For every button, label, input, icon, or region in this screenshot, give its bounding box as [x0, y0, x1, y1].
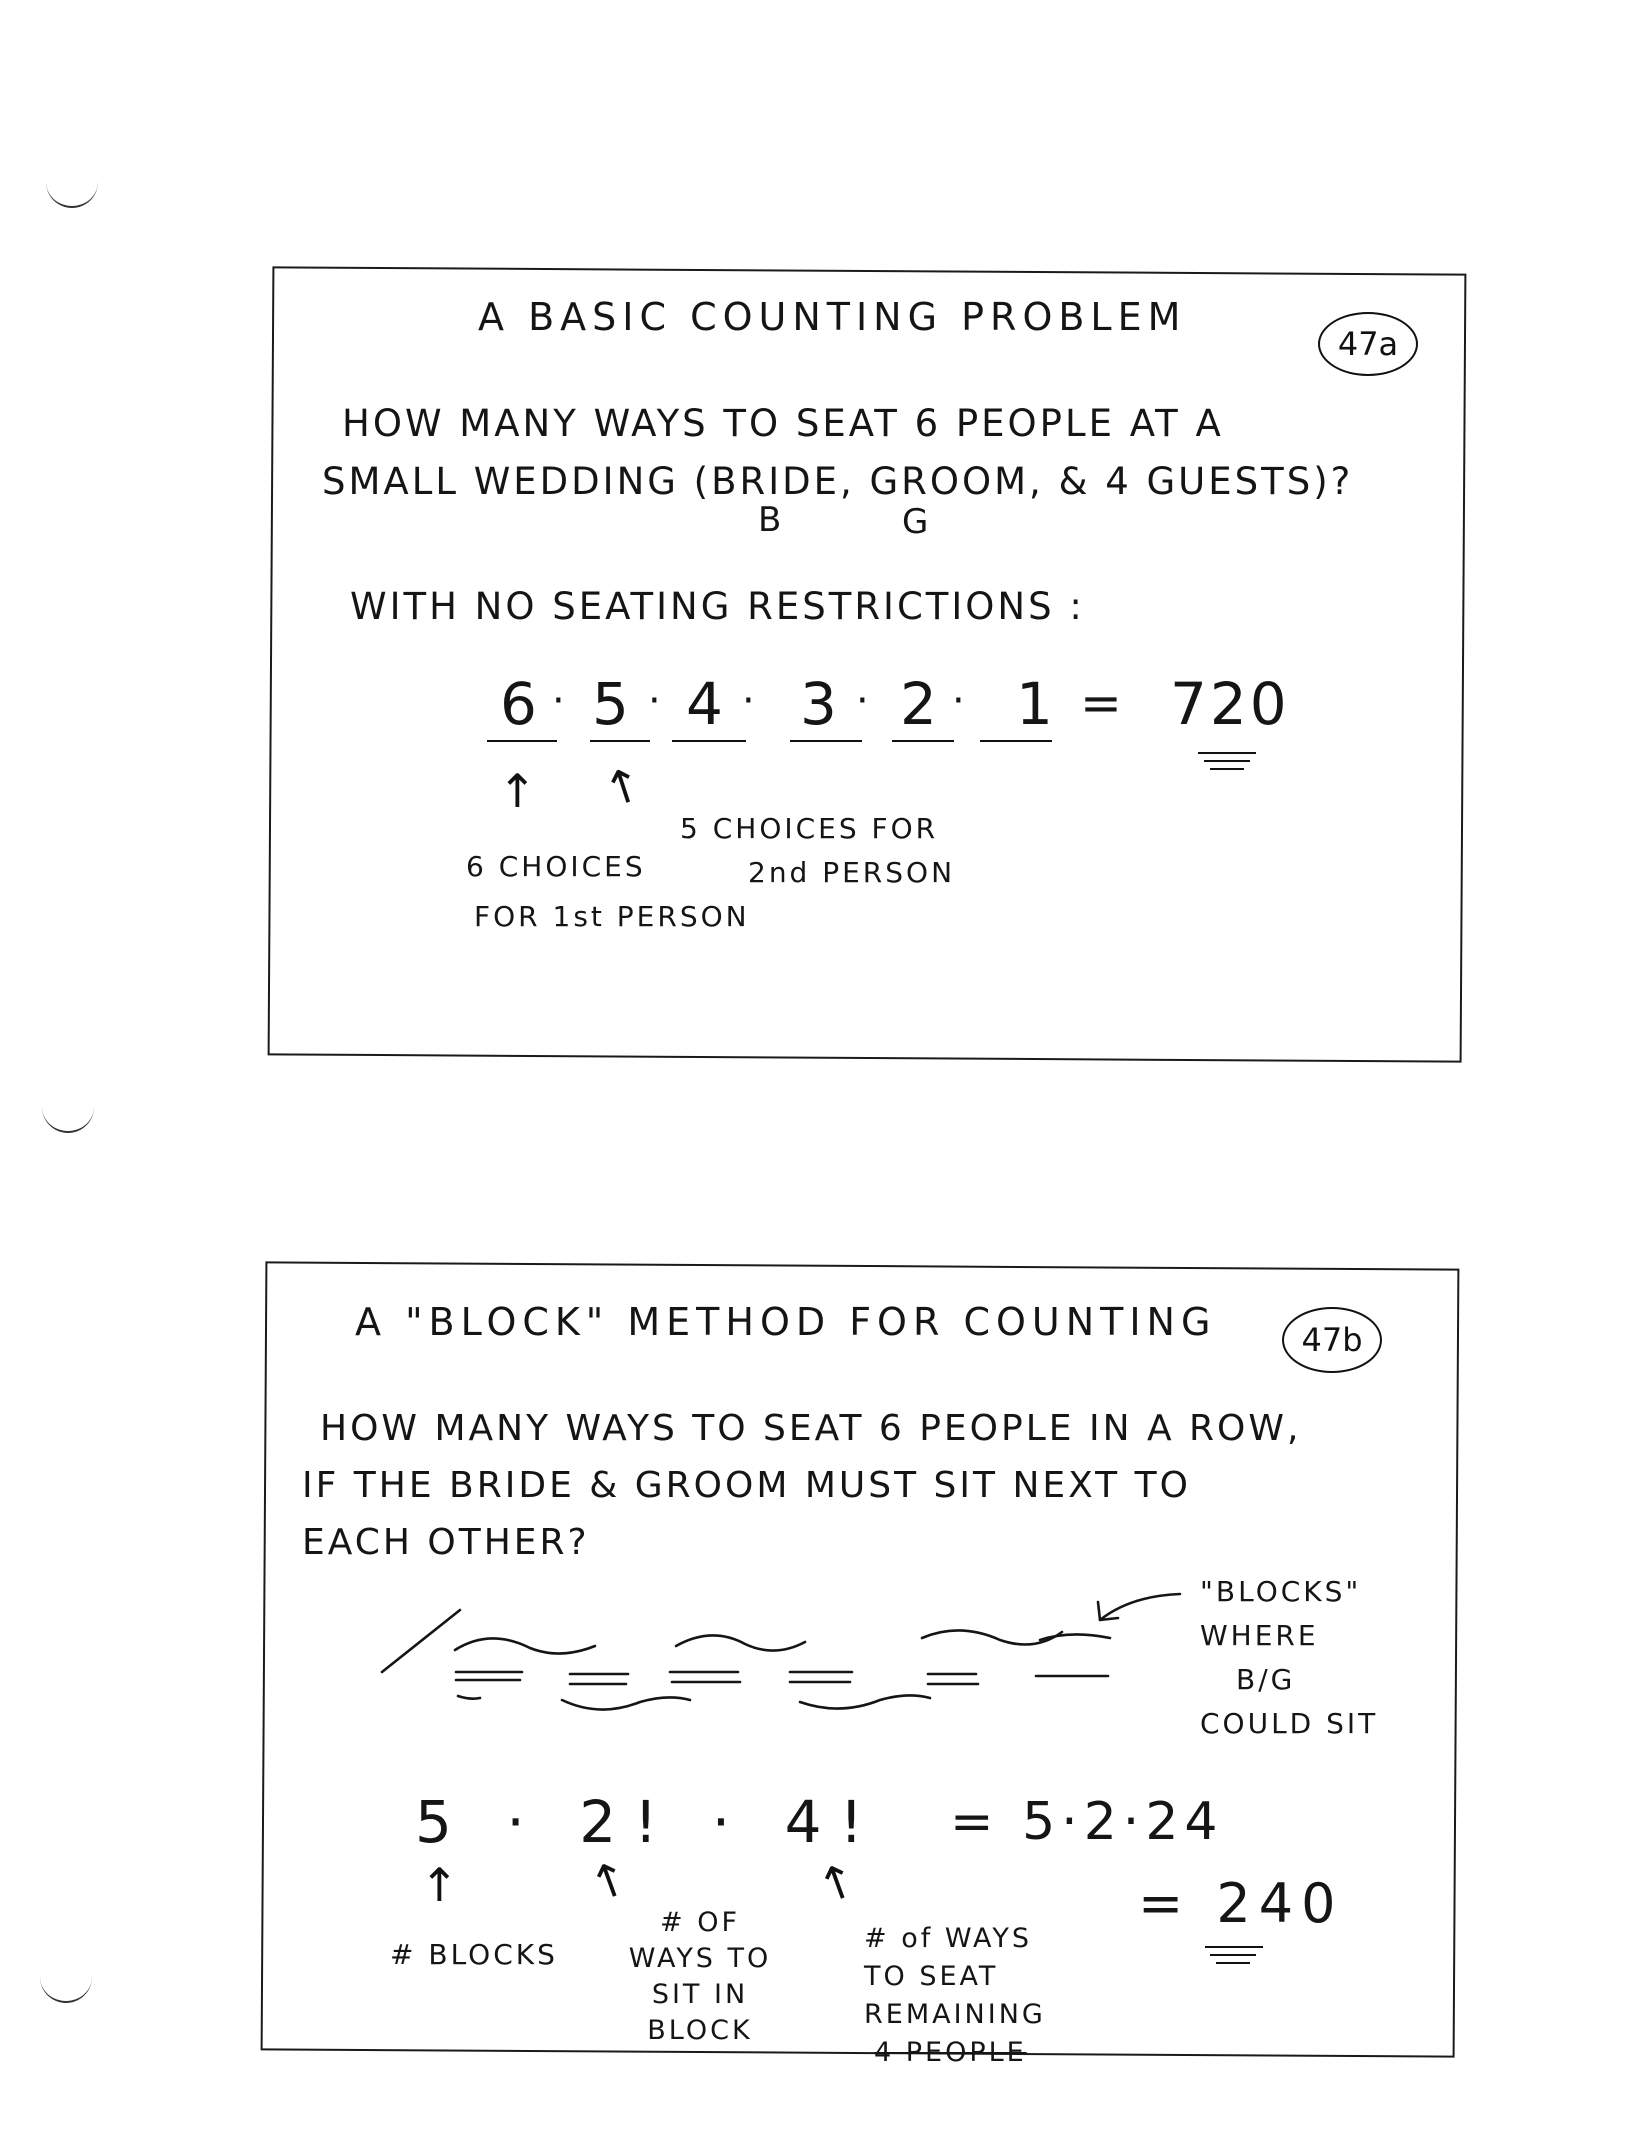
factor-6: 6: [500, 670, 540, 738]
block-arc: [562, 1697, 690, 1709]
arrow-up-icon: ↑: [809, 1851, 865, 1915]
card-a-title: A BASIC COUNTING PROBLEM: [478, 295, 1187, 339]
note-second-person-line2: 2nd PERSON: [748, 856, 956, 889]
block-arc: [800, 1695, 930, 1708]
label-line: TO SEAT: [864, 1961, 999, 1992]
arrow-up-icon: ↑: [420, 1858, 459, 1912]
card-b-title: A "BLOCK" METHOD FOR COUNTING: [355, 1300, 1217, 1344]
card-b-question-line1: HOW MANY WAYS TO SEAT 6 PEOPLE IN A ROW,: [320, 1408, 1302, 1449]
block-arc: [676, 1635, 805, 1650]
result-double-underline: [1205, 1946, 1263, 1948]
blocks-note-line: WHERE: [1200, 1619, 1319, 1652]
arrow-up-icon: ↑: [498, 764, 537, 818]
label-remaining-people: [864, 1920, 1064, 2072]
factor-5: 5: [592, 670, 632, 738]
factor-4: 4: [686, 670, 726, 738]
card-b-equation-left: 5 · 2! · 4!: [415, 1788, 881, 1856]
card-a-page-number: 47a: [1337, 325, 1399, 363]
label-line: # OF: [660, 1907, 740, 1938]
block-arc: [455, 1638, 595, 1653]
label-number-of-blocks: # BLOCKS: [390, 1938, 558, 1971]
blocks-note-line: B/G: [1236, 1663, 1296, 1696]
card-b-result: = 240: [1138, 1872, 1344, 1935]
result-double-underline: [1210, 1954, 1256, 1956]
note-second-person-line1: 5 CHOICES FOR: [680, 812, 939, 845]
label-line: SIT IN: [651, 1979, 749, 2010]
card-b-question-line3: EACH OTHER?: [302, 1522, 590, 1563]
block-arc: [458, 1696, 480, 1699]
label-line: WAYS TO: [628, 1943, 772, 1974]
card-b-page-number: 47b: [1301, 1321, 1363, 1359]
groom-initial: G: [902, 502, 932, 542]
note-first-person-line1: 6 CHOICES: [466, 850, 646, 883]
equals-sign: =: [1080, 674, 1125, 732]
arrow-up-icon: ↑: [581, 1849, 637, 1913]
label-line-struck: 4 PEOPLE: [874, 2037, 1027, 2068]
card-a-question-line2: SMALL WEDDING (BRIDE, GROOM, & 4 GUESTS)?: [322, 460, 1354, 503]
blocks-note: [1200, 1570, 1400, 1746]
card-a-subheading: WITH NO SEATING RESTRICTIONS :: [350, 585, 1085, 628]
label-line: # of WAYS: [864, 1923, 1033, 1954]
card-a-question-line1: HOW MANY WAYS TO SEAT 6 PEOPLE AT A: [342, 402, 1224, 445]
product-dot: ·: [742, 678, 758, 724]
product-dot: ·: [952, 678, 968, 724]
blocks-note-line: COULD SIT: [1200, 1707, 1379, 1740]
stray-stroke: [382, 1610, 460, 1672]
card-a-result: 720: [1170, 670, 1290, 738]
label-line: BLOCK: [647, 2015, 753, 2046]
product-dot: ·: [856, 678, 872, 724]
bride-initial: B: [758, 500, 785, 540]
block-arc: [922, 1630, 1062, 1644]
pointer-arrow: [1100, 1594, 1180, 1620]
factor-2: 2: [900, 670, 940, 738]
factor-3: 3: [800, 670, 840, 738]
product-dot: ·: [648, 678, 664, 724]
blocks-note-line: "BLOCKS": [1200, 1575, 1362, 1608]
factor-1: 1: [1016, 670, 1056, 738]
note-first-person-line2: FOR 1st PERSON: [474, 900, 750, 933]
card-b-question-line2: IF THE BRIDE & GROOM MUST SIT NEXT TO: [302, 1465, 1191, 1506]
card-b-equation-right: = 5·2·24: [950, 1792, 1224, 1852]
label-ways-in-block: [620, 1905, 780, 2049]
arrow-up-icon: ↑: [596, 755, 650, 819]
product-dot: ·: [552, 678, 568, 724]
result-double-underline: [1216, 1962, 1250, 1964]
label-line: REMAINING: [864, 1999, 1046, 2030]
